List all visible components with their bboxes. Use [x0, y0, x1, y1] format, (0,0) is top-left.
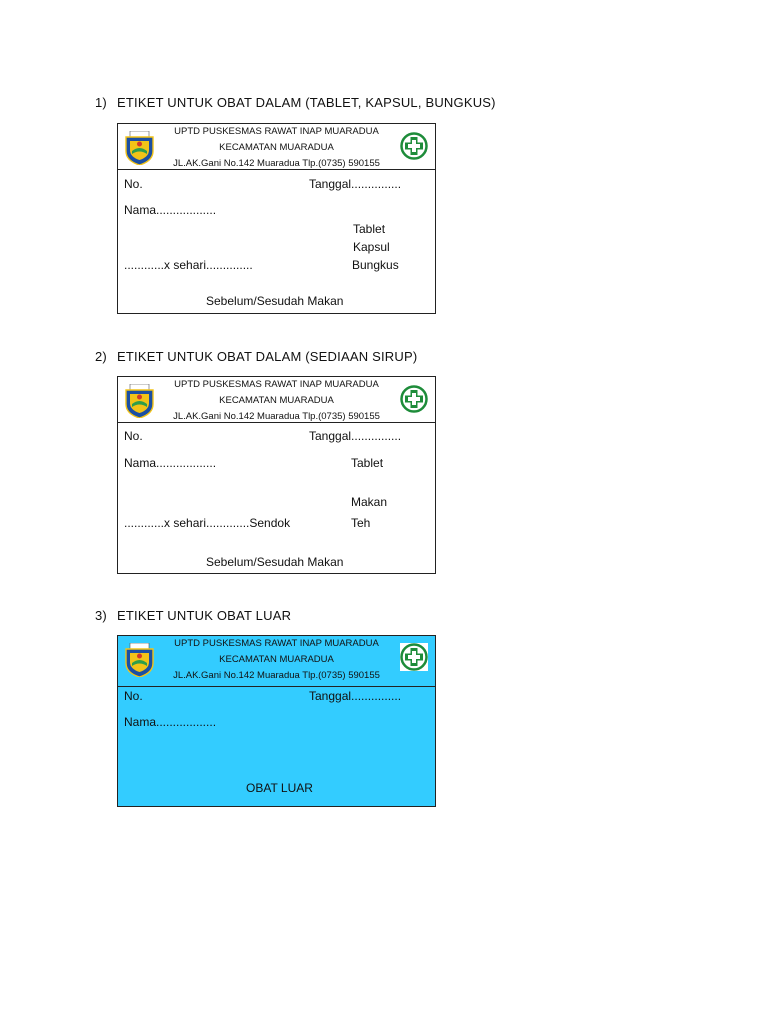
- tanggal-field: Tanggal...............: [309, 689, 402, 703]
- section-title: ETIKET UNTUK OBAT DALAM (TABLET, KAPSUL, BUNGKUS): [117, 95, 496, 110]
- section-3-heading: [95, 608, 291, 623]
- label-obat-dalam-tablet: [117, 123, 436, 314]
- bungkus-option: Bungkus: [352, 258, 399, 272]
- muaradua-emblem-icon: [124, 131, 155, 165]
- section-1-heading: [95, 95, 496, 110]
- header-line-1: UPTD PUSKESMAS RAWAT INAP MUARADUA: [174, 638, 379, 649]
- label-obat-dalam-sirup: [117, 376, 436, 574]
- header-line-2: KECAMATAN MUARADUA: [219, 654, 334, 665]
- section-2-heading: [95, 349, 417, 364]
- kapsul-option: Kapsul: [353, 240, 390, 254]
- section-title: ETIKET UNTUK OBAT DALAM (SEDIAAN SIRUP): [117, 349, 418, 364]
- makan-option: Makan: [351, 495, 388, 509]
- puskesmas-cross-icon: [400, 385, 428, 413]
- section-title: ETIKET UNTUK OBAT LUAR: [117, 608, 292, 623]
- header-text: [158, 636, 395, 684]
- dosage-field: ............x sehari..............: [124, 258, 253, 272]
- muaradua-emblem-icon: [124, 643, 155, 677]
- nama-field: Nama..................: [124, 456, 217, 470]
- header-line-2: KECAMATAN MUARADUA: [219, 142, 334, 153]
- dosage-field: ............x sehari.............Sendok: [124, 516, 291, 530]
- nama-field: Nama..................: [124, 715, 217, 729]
- meal-timing: Sebelum/Sesudah Makan: [206, 294, 344, 308]
- teh-option: Teh: [351, 516, 371, 530]
- puskesmas-cross-icon: [400, 132, 428, 160]
- section-number: 3): [95, 608, 107, 623]
- section-number: 2): [95, 349, 107, 364]
- label-header: [118, 124, 435, 170]
- tablet-option: Tablet: [351, 456, 384, 470]
- tanggal-field: Tanggal...............: [309, 177, 402, 191]
- muaradua-emblem-icon: [124, 384, 155, 418]
- nama-field: Nama..................: [124, 203, 217, 217]
- label-header: [118, 377, 435, 423]
- header-text: [158, 124, 395, 172]
- no-field: No.: [124, 429, 143, 443]
- header-line-1: UPTD PUSKESMAS RAWAT INAP MUARADUA: [174, 379, 379, 390]
- puskesmas-cross-icon: [400, 643, 428, 671]
- tanggal-field: Tanggal...............: [309, 429, 402, 443]
- obat-luar-label: OBAT LUAR: [246, 781, 313, 795]
- label-obat-luar: [117, 635, 436, 807]
- header-line-1: UPTD PUSKESMAS RAWAT INAP MUARADUA: [174, 126, 379, 137]
- header-text: [158, 377, 395, 425]
- header-line-2: KECAMATAN MUARADUA: [219, 395, 334, 406]
- meal-timing: Sebelum/Sesudah Makan: [206, 555, 344, 569]
- label-header: [118, 636, 435, 687]
- header-line-3: JL.AK.Gani No.142 Muaradua Tlp.(0735) 590155: [173, 411, 380, 422]
- no-field: No.: [124, 689, 143, 703]
- tablet-option: Tablet: [353, 222, 386, 236]
- header-line-3: JL.AK.Gani No.142 Muaradua Tlp.(0735) 590155: [173, 158, 380, 169]
- section-number: 1): [95, 95, 107, 110]
- no-field: No.: [124, 177, 143, 191]
- header-line-3: JL.AK.Gani No.142 Muaradua Tlp.(0735) 590155: [173, 670, 380, 681]
